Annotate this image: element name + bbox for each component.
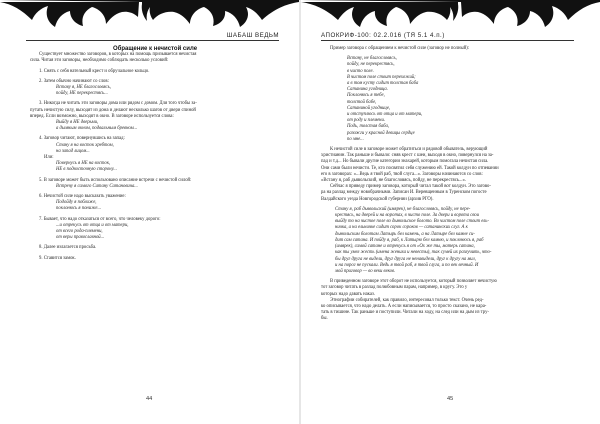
text-line: тать в тишине. Так раньше и поступили. Читали на ходу, на след или на дым из тру- [321,310,489,316]
text-line: 8. Далее излагается просьба. [39,245,97,251]
text-line: Пример заговора с обращением к нечистой силе (заговор не полный): [330,46,469,51]
text-line: Существует множество заговоров, в которых на помощь призывается нечистая [39,52,197,58]
text-line: 3. Никогда не читать эти заговоры дома или рядом с домом. Для того чтобы за- [39,101,197,107]
text-line: В чистом поле стоит перехожий; [347,74,416,80]
text-line: Вставу я, НЕ благословясь, [56,85,111,91]
text-line: НЕ в подвосточную сторону... [56,167,117,173]
text-line: сила. Читая эти заговоры, необходимо соблюдать несколько условий: [30,58,169,64]
right-text-lines [321,46,577,323]
text-line: путать нечистую силу, выходят из дома и делают несколько шагов от двери спиной [30,107,196,113]
text-line: Поклонюсь я тебе, [347,93,385,99]
text-line: Сатанина угодница. [347,87,388,93]
text-line: Подойду я поближе, [56,200,97,206]
text-line: 2. Затем обычно начинают со слов: [39,78,109,84]
text-line: разожги у красной девицы сердце [347,130,415,136]
text-line: пойду, не перекрестясь, [347,62,395,68]
text-line: Подь, толстая баба, [347,124,390,130]
text-line: дит сам сатана. И пойду я, раб, к Латырю бел камню, и поклонюсь я, раб [335,237,484,243]
text-line: Повернусь я НЕ на восток, [56,161,111,167]
text-line: Валдайского уезда Новгородской губернии (архив РГО). [321,196,434,202]
text-line: от веры православной... [56,235,105,241]
text-line: на запад лицом... [56,148,90,154]
text-line: выйду то на чистое поле во дьявольское болото. Во чистом поле стоит ель- [335,219,489,225]
text-line: (имярек), самой сатане и отрекусь я от «Ох же ты, матерь сатана, [335,244,475,250]
text-line: 7. Бывает, что надо отказаться от всего, что человеку дорого: [39,216,161,222]
section-title: Обращение к нечистой силе [112,46,198,52]
text-line: толстой бабе, [347,99,377,105]
text-line: бы друг друга не видели, друг друга не ненавидели, друг к другу на мил, [335,256,476,262]
left-body [30,46,280,262]
text-line: христианин. Так раньше и бывало: сняв крест с шеи, выходя в окно, повернулся на за- [321,153,494,159]
text-line: 6. Нечистой силе надо высказать уважение: [39,194,126,200]
text-line: пад и т.д... Но бывали другие категории знахарей, которым помогала нечистая сила. [321,159,489,165]
text-line: Сатаниной угоднице, [347,105,391,111]
text-line: «Встану я, раб дьявольский, не благословясь, пойду, не перекрестясь...». [321,178,466,184]
text-line: Стану я, раб дьявольский (имярек), не благословясь, пойду, не пере- [335,206,471,212]
text-line: Они сами были нечисти. Те, кто посвятил себя служению ей. Такой колдун по отпевании [321,165,499,171]
text-line: а дымным окном, подвальным бревном... [56,126,138,132]
text-line: ко описывается, что надо делать. А если написывается, то просто сказано, не кара- [321,303,487,309]
text-line: и отступлюсь от отца и от матери, [347,112,423,118]
right-body [321,46,577,323]
text-line: поклонюсь я пониже... [56,206,101,212]
text-line: 9. Ставится замок. [39,255,76,261]
text-line: 4. Заговор читают, повернувшись на запад: [39,136,125,142]
text-line: от роду и племени. [347,118,385,124]
running-header: АПОКРИФ-100: 02.2.016 (ТЯ 5.1 4.п.) [321,32,445,39]
text-line: бы. [321,316,328,322]
text-line: а в том кусту сидит толстая баба [347,81,419,87]
right-page [301,0,600,424]
text-line: Выйду я НЕ дверьми, [56,120,99,126]
running-header: ШАБАШ ВЕДЬМ [226,32,279,39]
text-line: 5. В заговоре может быть использовано описание встречи с нечистой силой: [39,177,192,183]
text-line: его в заговорах: «...Ведь я твой раб, твой слуга...». Заговоры начинаются со слов: [321,171,483,177]
text-line: ...и отрекусь от отца и от матери, [56,222,129,228]
text-line: Стану я на восток хребтом, [56,142,114,148]
text-line: Сейчас я приведу пример заговора, который читал такой вот колдун. Это загово- [330,184,491,190]
text-line: В приведенном заговоре этот оборот не используется, который позволяет нечистую [330,279,497,285]
tribal-ornament-left-icon [0,0,299,30]
text-line: Встану, не благословясь, [347,56,397,62]
text-line: дьявольским болотам Латырь бел камень, а на Латыре бел камне си- [335,231,475,237]
text-line: ничка, а на ельничке сидит сорок сороков — сатанинских слуг. А к [335,225,468,231]
left-text-lines [30,52,280,262]
header-rule [321,40,574,41]
tribal-ornament-right-icon [301,0,600,30]
left-page [0,0,299,424]
text-line: пойду, НЕ перекрестясь... [56,91,108,97]
text-line: тот заговор читать в разлад полюбовным парам, например, в кругу. Это у [321,285,468,291]
text-line: ра на разлад между новобрачными. Записан И. Веревщенным в Туренском погосте [321,190,487,196]
text-line: по мне... [347,136,364,142]
text-line: и на порог не пускали. Ведь я твой раб, я твой слуга, и по век вечный. И [335,262,479,268]
text-line: от всего рода-племени, [56,229,103,235]
text-line: К нечистой силе в заговоре может обратиться и рядовой обыватель, верующий [330,147,488,153]
text-line: которых надо давать наказ. [321,291,375,297]
page-number: 44 [146,396,153,402]
text-line: крестясь, на дверей и на воротах, в чисто поле. За двери и ворота свои [335,213,479,219]
text-line: как ты умел жесть (имена жениха и невесты), так сумей их разлучить, что- [335,250,492,256]
text-line: Или: [44,155,54,161]
header-rule [26,40,279,41]
text-line: вперед. Если возможно, выходят в окно. В заговоре используется слова: [30,113,174,119]
text-line: Встречу я самого Сатану Сатановича... [56,183,138,189]
text-line: Этнографии собирателей, как правило, интересовал только текст. Очень ред- [330,297,484,303]
text-line: в чисто поле. [347,68,374,74]
text-line: 1. Снять с себя нательный крест и обручальное кольцо. [39,68,150,74]
page-number: 45 [447,396,454,402]
text-line: мой приговор — во веки веков. [335,268,396,274]
